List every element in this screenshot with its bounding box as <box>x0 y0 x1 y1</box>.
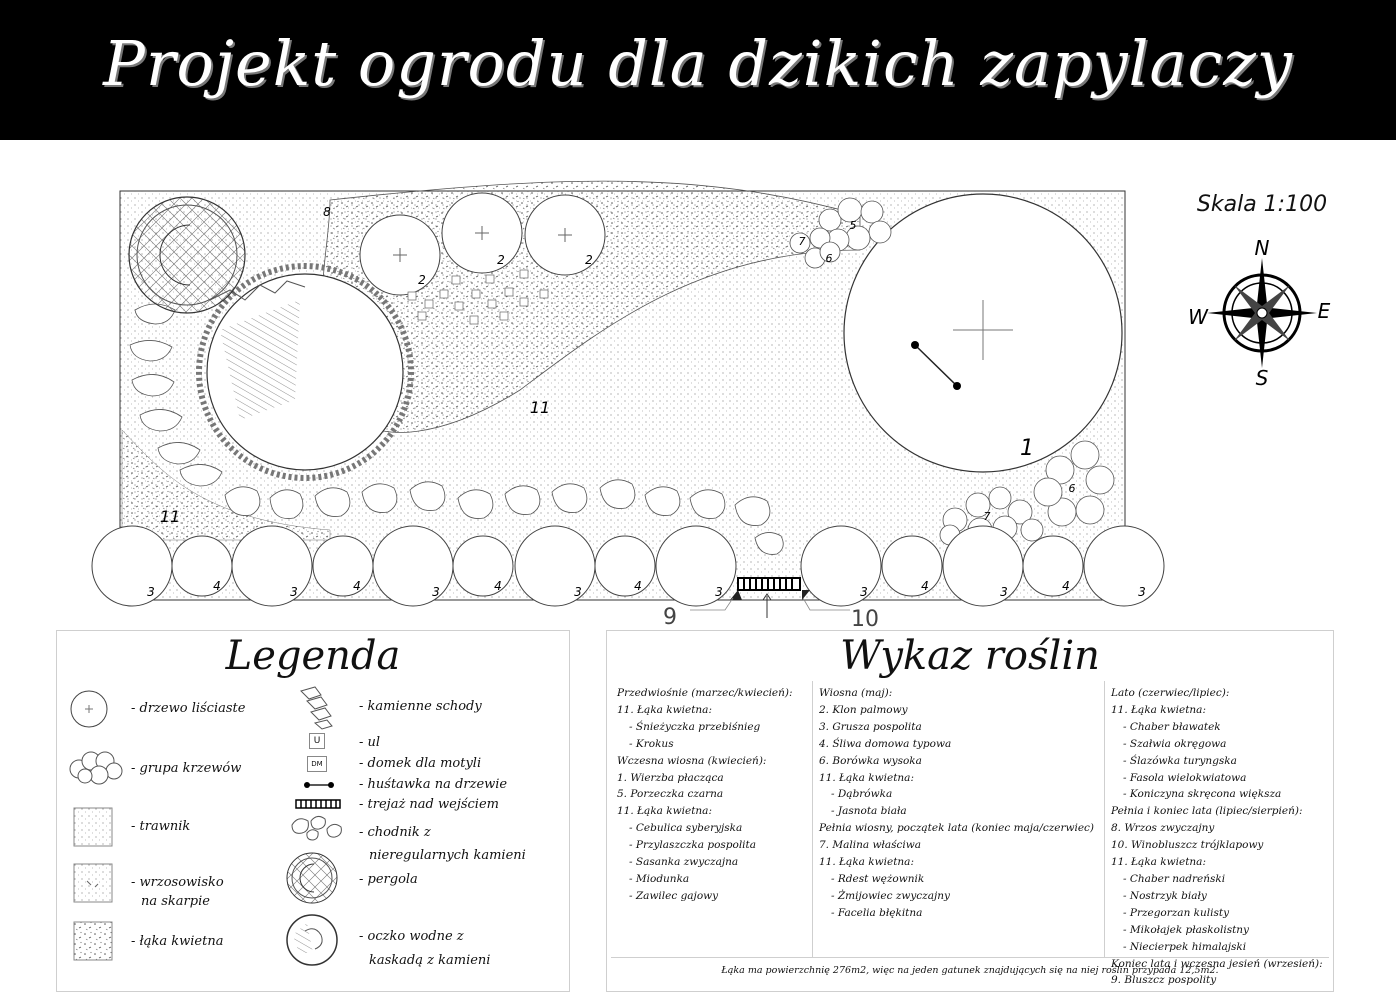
legend-meadow: - łąka kwietna <box>131 934 224 949</box>
label-meadow-left: 11 <box>159 507 181 526</box>
plant-species: - Fasola wielokwiatowa <box>1123 771 1247 784</box>
legend-lawn: - trawnik <box>131 819 191 834</box>
plant-group-heading: 11. Łąka kwietna: <box>819 771 914 784</box>
plant-species: - Chaber bławatek <box>1123 720 1221 733</box>
footnote-divider <box>611 957 1329 958</box>
plant-list-panel <box>606 630 1334 992</box>
label-shrub-7-top: 7 <box>798 235 806 248</box>
label-row-9: 3 <box>715 585 723 599</box>
plant-group-heading: 7. Malina właściwa <box>819 839 921 852</box>
plant-group-heading: 5. Porzeczka czarna <box>617 788 724 801</box>
plant-group-heading: Przedwiośnie (marzec/kwiecień): <box>617 687 793 699</box>
plant-group-heading: 8. Wrzos zwyczajny <box>1111 822 1215 835</box>
plant-species: - Żmijowiec zwyczajny <box>831 889 950 902</box>
column-divider <box>812 681 813 957</box>
stone-stairs-icon <box>295 685 341 731</box>
label-heath: 8 <box>323 205 331 219</box>
plant-group-heading: 4. Śliwa domowa typowa <box>819 737 952 750</box>
plant-group-heading: Wczesna wiosna (kwiecień): <box>617 754 767 767</box>
legend-heath-2: na skarpie <box>141 894 210 909</box>
plant-species: - Krokus <box>629 737 674 750</box>
shrub-group-icon <box>67 749 125 785</box>
legend-pond-1: - oczko wodne z <box>359 929 464 944</box>
legend-pond-2: kaskadą z kamieni <box>369 953 491 968</box>
plant-species: - Przylaszczka pospolita <box>629 839 757 852</box>
legend-trellis: - trejaż nad wejściem <box>359 797 499 812</box>
legend-swing: - huśtawka na drzewie <box>359 777 508 792</box>
label-row-12: 3 <box>1000 585 1008 599</box>
meadow-swatch-icon <box>73 921 113 961</box>
plant-group-heading: 11. Łąka kwietna: <box>1111 856 1206 869</box>
stone-path-icon <box>289 813 343 843</box>
legend-butterfly: - domek dla motyli <box>359 756 482 771</box>
plant-group-heading: 11. Łąka kwietna: <box>617 805 712 818</box>
compass-w: W <box>1188 305 1208 329</box>
label-entrance-left: 9 <box>663 605 677 630</box>
plant-species: - Zawilec gajowy <box>629 889 719 902</box>
label-row-13: 4 <box>1062 579 1070 593</box>
lawn-swatch-icon <box>73 807 113 847</box>
tree-2-a <box>360 215 440 295</box>
plant-group-heading: Pełnia i koniec lata (lipiec/sierpień): <box>1111 805 1303 818</box>
compass-e: E <box>1317 299 1331 323</box>
label-tree-2c: 2 <box>585 253 593 267</box>
label-meadow-center: 11 <box>529 398 551 417</box>
label-row-4: 4 <box>353 579 361 593</box>
plant-group-heading: 6. Borówka wysoka <box>819 754 922 767</box>
plant-group-heading: 11. Łąka kwietna: <box>819 856 914 869</box>
heath-swatch-icon <box>73 863 113 903</box>
legend-panel <box>56 630 570 992</box>
plant-group-heading: 1. Wierzba płacząca <box>617 771 724 784</box>
plant-species: - Rdest wężownik <box>831 872 925 885</box>
compass-s: S <box>1255 366 1269 390</box>
legend-pergola: - pergola <box>359 872 418 887</box>
butterfly-house-icon: DM <box>307 756 327 772</box>
label-row-1: 3 <box>147 585 155 599</box>
column-divider <box>1104 681 1105 957</box>
label-row-8: 4 <box>634 579 642 593</box>
trellis-icon <box>295 799 341 809</box>
plant-species: - Cebulica syberyjska <box>629 822 743 835</box>
plant-group-heading: 11. Łąka kwietna: <box>617 703 712 716</box>
title-banner <box>0 0 1396 140</box>
tree-2-c <box>525 195 605 275</box>
plant-group-heading: Pełnia wiosny, początek lata (koniec maja/czerwiec) <box>819 822 1095 835</box>
label-tree-2a: 2 <box>418 273 426 287</box>
scale-label: Skala 1:100 <box>1196 192 1328 217</box>
plant-group-heading: Koniec lata i wczesna jesień (wrzesień): <box>1111 957 1323 970</box>
tree-symbol-icon <box>69 689 109 729</box>
legend-path-1: - chodnik z <box>359 825 431 840</box>
plant-group-heading: 3. Grusza pospolita <box>819 720 922 733</box>
compass-rose <box>1207 258 1317 368</box>
plant-species: - Mikołajek płaskolistny <box>1123 923 1249 936</box>
plant-group-heading: Wiosna (maj): <box>819 687 893 699</box>
plant-species: - Koniczyna skręcona większa <box>1123 788 1282 801</box>
plant-species: - Jasnota biała <box>831 805 907 818</box>
swing-icon <box>301 779 337 791</box>
legend-title: Legenda <box>225 633 401 679</box>
legend-stairs: - kamienne schody <box>359 699 482 714</box>
legend-heath-1: - wrzosowisko <box>131 875 224 890</box>
legend-path-2: nieregularnych kamieni <box>369 848 526 863</box>
label-row-2: 4 <box>213 579 221 593</box>
legend-shrubs: - grupa krzewów <box>131 761 242 776</box>
label-shrub-6-top: 6 <box>825 252 833 265</box>
plant-species: - Nostrzyk biały <box>1123 889 1207 902</box>
label-row-10: 3 <box>860 585 868 599</box>
plant-species: - Szałwia okręgowa <box>1123 737 1227 750</box>
pergola <box>129 197 245 313</box>
plant-group-heading: 11. Łąka kwietna: <box>1111 703 1206 716</box>
plant-group-heading: 2. Klon palmowy <box>819 703 908 716</box>
plant-column-1 <box>617 685 793 905</box>
garden-plan <box>0 140 1396 630</box>
plant-species: - Śnieżyczka przebiśnieg <box>629 720 761 733</box>
tree-2-b <box>442 193 522 273</box>
label-shrub-5: 5 <box>849 219 857 232</box>
plant-species: - Dąbrówka <box>831 788 893 801</box>
plant-species: - Niecierpek himalajski <box>1123 940 1247 953</box>
plant-group-heading: Lato (czerwiec/lipiec): <box>1111 687 1230 699</box>
plant-species: - Chaber nadreński <box>1123 872 1226 885</box>
page-title: Projekt ogrodu dla dzikich zapylaczy <box>103 27 1293 100</box>
pergola-icon <box>285 851 339 905</box>
pond-icon <box>285 913 339 967</box>
plant-species: - Ślazówka turyngska <box>1123 754 1237 767</box>
plant-species: - Przegorzan kulisty <box>1123 906 1230 919</box>
label-shrub-6-right: 6 <box>1068 482 1076 495</box>
label-row-5: 3 <box>432 585 440 599</box>
plant-species: - Facelia błękitna <box>831 906 923 919</box>
plant-group-heading: 10. Winobluszcz trójklapowy <box>1111 839 1264 852</box>
plant-column-3 <box>1111 685 1323 989</box>
compass-n: N <box>1254 236 1270 260</box>
label-row-6: 4 <box>494 579 502 593</box>
label-row-7: 3 <box>574 585 582 599</box>
plant-species: - Sasanka zwyczajna <box>629 856 739 869</box>
plant-list-title: Wykaz roślin <box>840 633 1100 679</box>
label-entrance-right: 10 <box>851 607 879 630</box>
hive-icon: U <box>309 733 325 749</box>
plant-group-heading: 9. Bluszcz pospolity <box>1111 974 1217 987</box>
plant-column-2 <box>819 685 1094 922</box>
area-footnote: Łąka ma powierzchnię 276m2, więc na jeden gatunek znajdujących się na niej roślin przypada 12,5m2. <box>721 965 1219 976</box>
label-tree-2b: 2 <box>497 253 505 267</box>
label-shrub-7-right: 7 <box>983 510 991 523</box>
legend-hive: - ul <box>359 735 381 750</box>
label-row-11: 4 <box>921 579 929 593</box>
label-row-3: 3 <box>290 585 298 599</box>
legend-tree: - drzewo liściaste <box>131 701 246 716</box>
plant-species: - Miodunka <box>629 872 690 885</box>
label-tree-1: 1 <box>1020 436 1034 461</box>
label-row-14: 3 <box>1138 585 1146 599</box>
